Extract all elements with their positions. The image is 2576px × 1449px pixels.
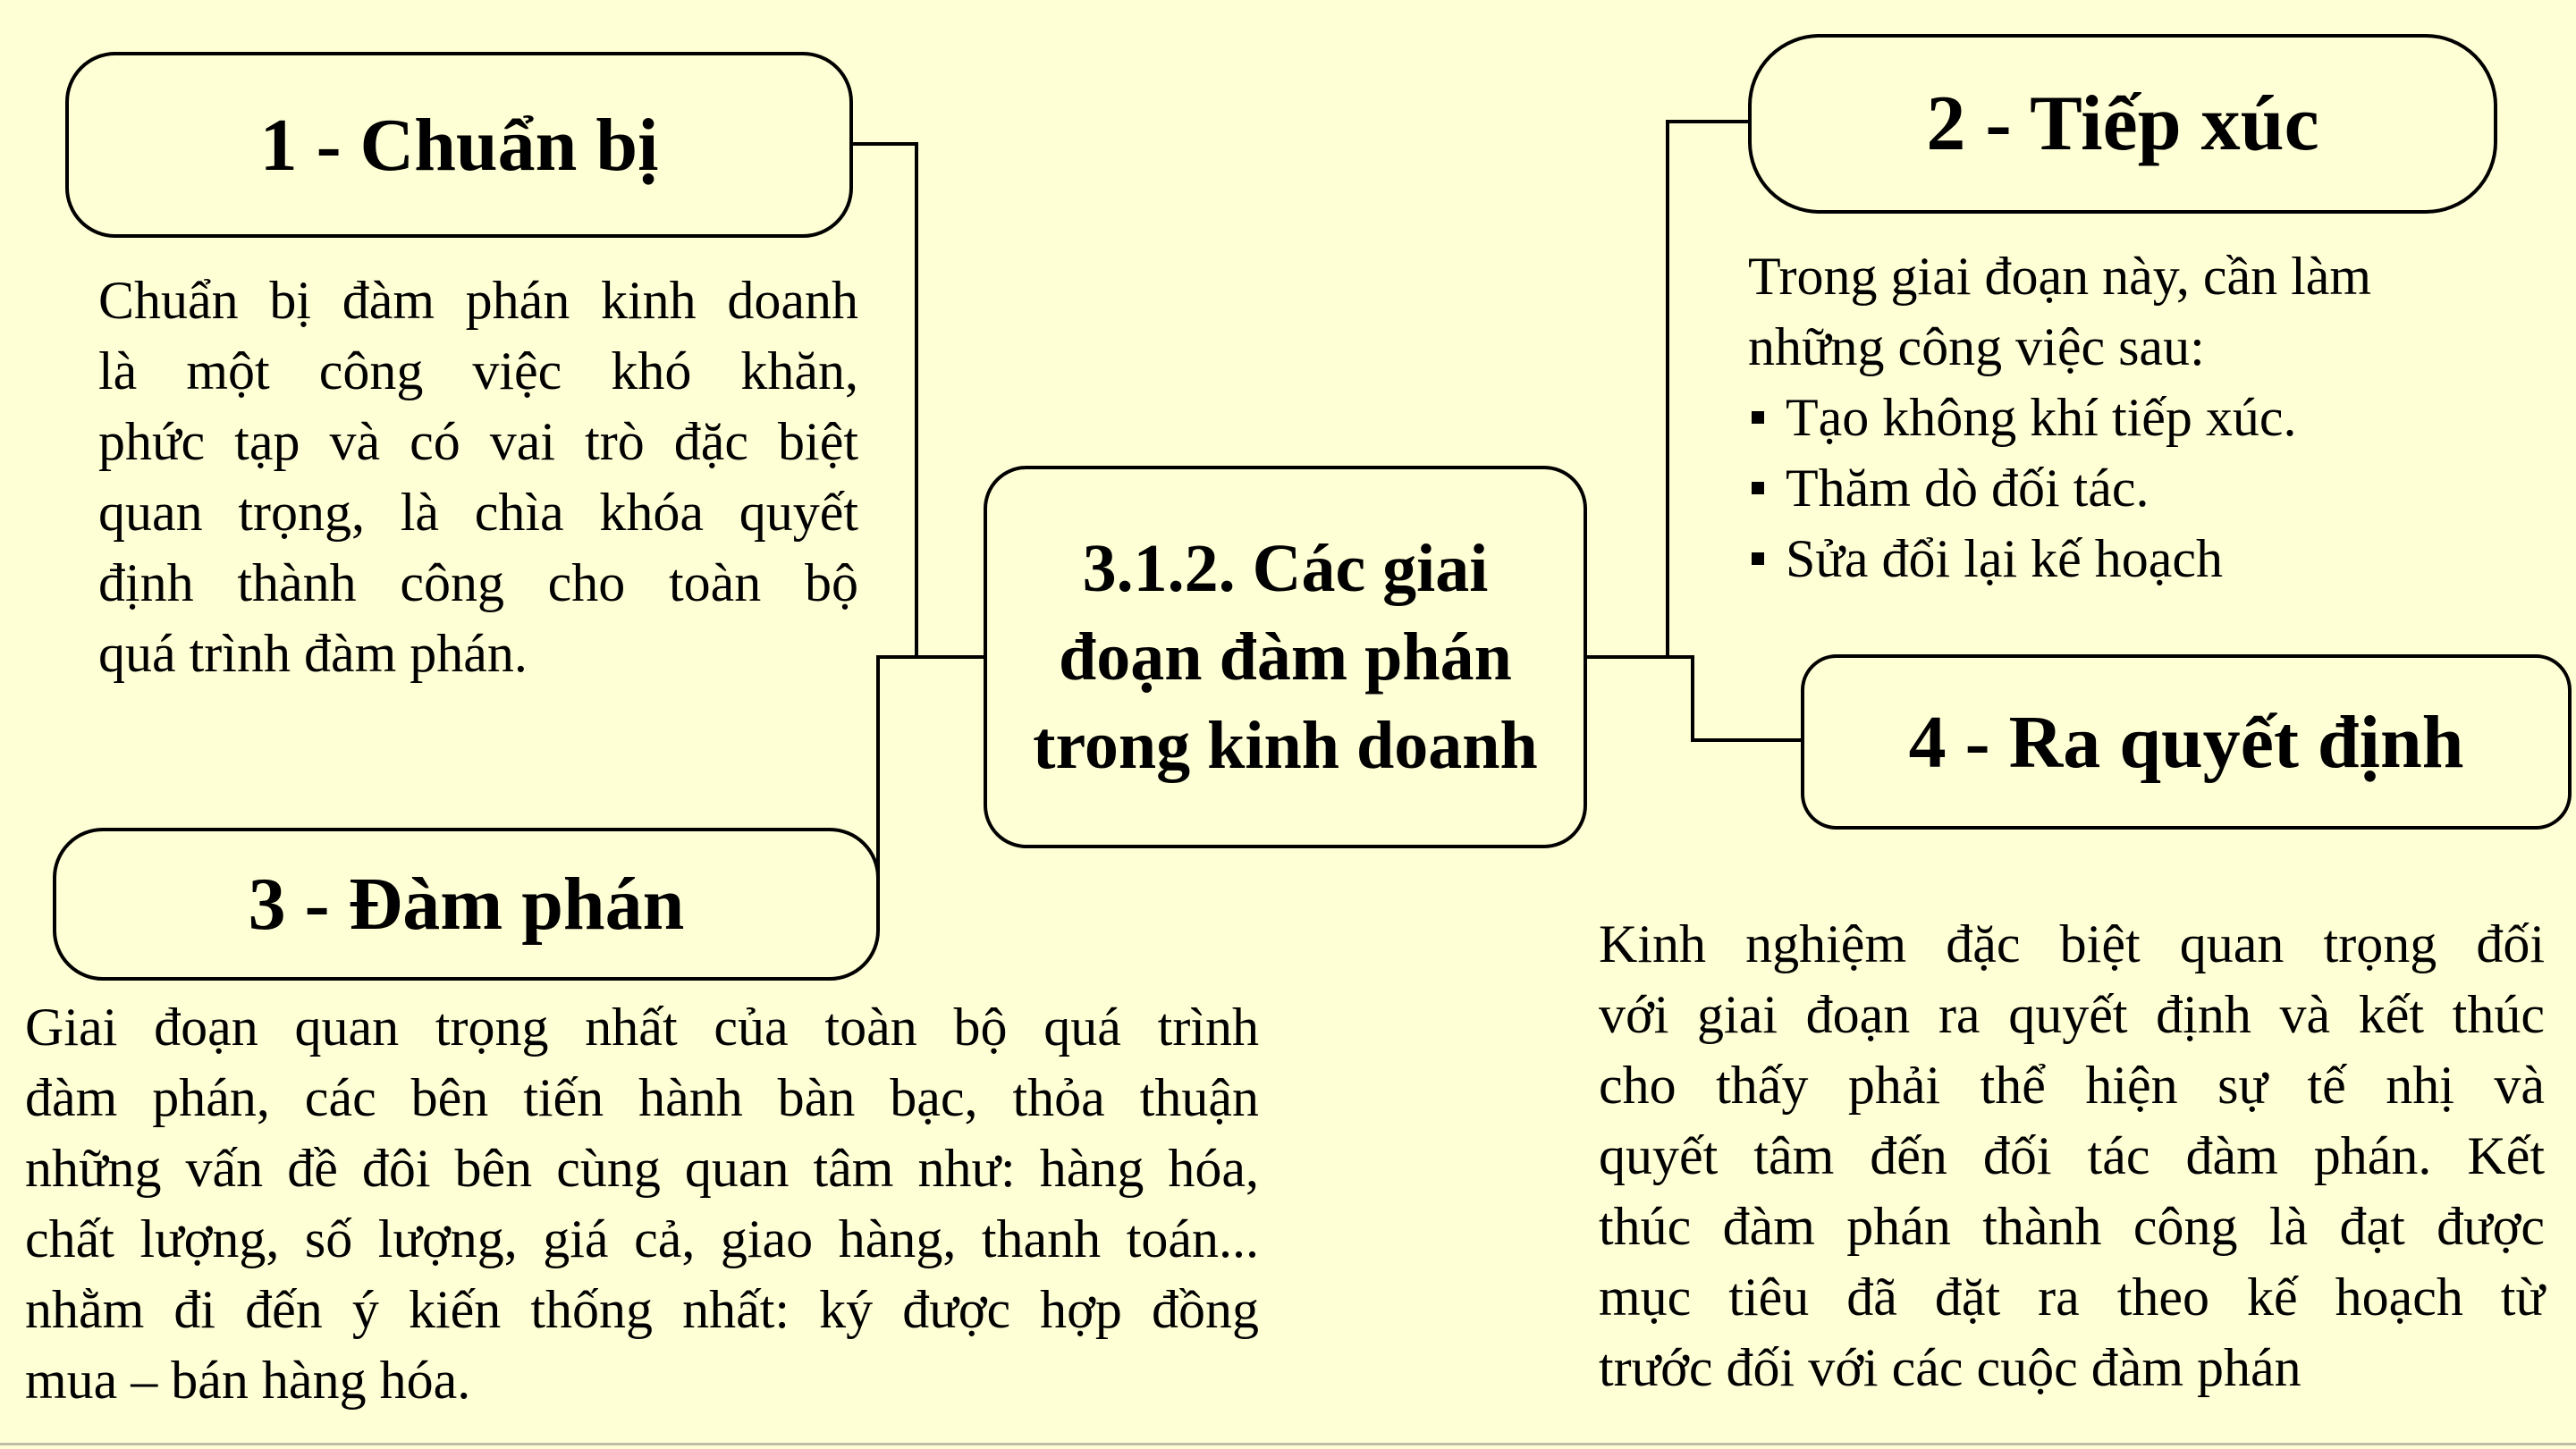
stage-1-line: phức tạp và có vai trò đặc biệt bbox=[98, 412, 858, 471]
stage-4-line: trước đối với các cuộc đàm phán bbox=[1599, 1338, 2302, 1397]
stage-4-line: quyết tâm đến đối tác đàm phán. Kết bbox=[1599, 1126, 2545, 1185]
stage-3-line: Giai đoạn quan trọng nhất của toàn bộ quá trình bbox=[25, 998, 1259, 1057]
stage-3-line: nhằm đi đến ý kiến thống nhất: ký được hợp đồng bbox=[25, 1280, 1259, 1339]
stage-1-label: 1 - Chuẩn bị bbox=[259, 103, 659, 187]
stage-1-node[interactable] bbox=[65, 52, 853, 238]
stage-2-label: 2 - Tiếp xúc bbox=[1926, 80, 2319, 167]
stage-1-description bbox=[98, 265, 858, 689]
stage-2-bullet-list bbox=[1748, 383, 2490, 594]
stage-3-line: những vấn đề đôi bên cùng quan tâm như: hàng hóa, bbox=[25, 1139, 1259, 1198]
stage-2-intro-line: những công việc sau: bbox=[1748, 317, 2205, 376]
stage-4-line: Kinh nghiệm đặc biệt quan trọng đối bbox=[1599, 914, 2545, 973]
stage-4-line: thúc đàm phán thành công là đạt được bbox=[1599, 1197, 2545, 1256]
center-node[interactable] bbox=[984, 466, 1587, 848]
stage-4-line: với giai đoạn ra quyết định và kết thúc bbox=[1599, 985, 2545, 1044]
stage-3-line: chất lượng, số lượng, giá cả, giao hàng, thanh toán... bbox=[25, 1209, 1259, 1268]
stage-2-intro-line: Trong giai đoạn này, cần làm bbox=[1748, 247, 2372, 306]
stage-3-line: đàm phán, các bên tiến hành bàn bạc, thỏa thuận bbox=[25, 1068, 1259, 1127]
stage-1-line: quá trình đàm phán. bbox=[98, 624, 528, 683]
stage-3-label: 3 - Đàm phán bbox=[248, 863, 685, 946]
stage-4-line: mục tiêu đã đặt ra theo kế hoạch từ bbox=[1599, 1268, 2545, 1327]
stage-4-node[interactable] bbox=[1801, 654, 2572, 830]
stage-1-line: là một công việc khó khăn, bbox=[98, 341, 858, 400]
stage-2-description bbox=[1748, 241, 2490, 594]
stage-4-label: 4 - Ra quyết định bbox=[1908, 700, 2464, 784]
stage-2-bullet: Sửa đổi lại kế hoạch bbox=[1748, 524, 2490, 594]
center-title: 3.1.2. Các giai đoạn đàm phán trong kinh doanh bbox=[1033, 530, 1538, 783]
connector-stage-3 bbox=[878, 657, 984, 896]
stage-4-description bbox=[1599, 909, 2545, 1403]
stage-2-bullet: Tạo không khí tiếp xúc. bbox=[1748, 383, 2490, 453]
stage-3-line: mua – bán hàng hóa. bbox=[25, 1351, 471, 1410]
stage-4-line: cho thấy phải thể hiện sự tế nhị và bbox=[1599, 1056, 2545, 1115]
connector-stage-2 bbox=[1587, 122, 1749, 657]
stage-2-node[interactable] bbox=[1748, 34, 2497, 214]
stage-1-line: định thành công cho toàn bộ bbox=[98, 553, 858, 612]
connector-stage-4 bbox=[1668, 657, 1803, 740]
stage-2-bullet: Thăm dò đối tác. bbox=[1748, 453, 2490, 524]
bottom-divider bbox=[0, 1443, 2576, 1445]
stage-3-node[interactable] bbox=[53, 828, 880, 981]
connector-stage-1 bbox=[850, 144, 984, 657]
stage-1-line: Chuẩn bị đàm phán kinh doanh bbox=[98, 271, 858, 330]
stage-3-description bbox=[25, 992, 1259, 1416]
stage-1-line: quan trọng, là chìa khóa quyết bbox=[98, 483, 858, 542]
